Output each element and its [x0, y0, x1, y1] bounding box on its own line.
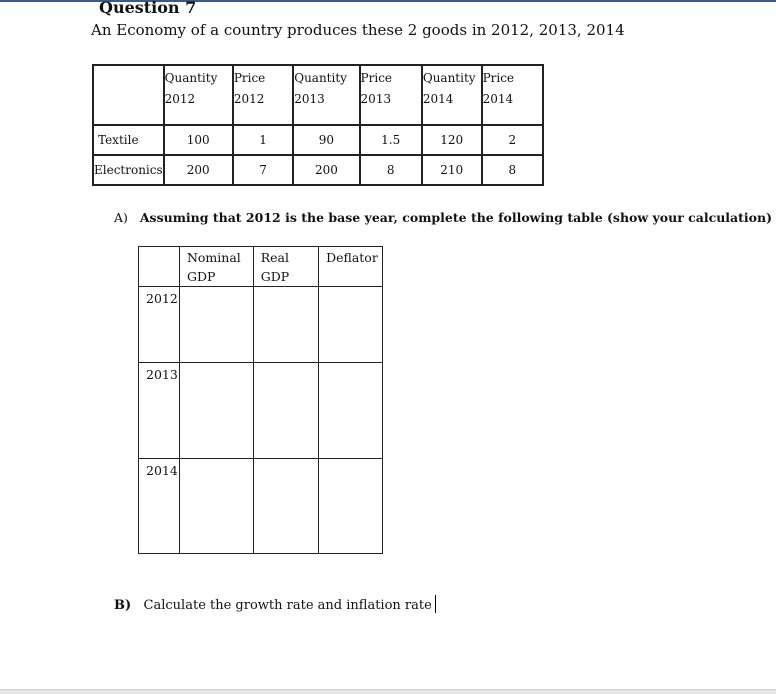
goods-header-cell: Price 2013 [360, 65, 422, 125]
table-cell: 90 [293, 125, 359, 155]
table-cell: 200 [164, 155, 233, 185]
table-cell: 7 [233, 155, 293, 185]
table-cell: 1 [233, 125, 293, 155]
part-a-instruction [114, 210, 772, 225]
table-cell: 1.5 [360, 125, 422, 155]
answer-cell[interactable] [319, 459, 383, 554]
gdp-corner-cell [139, 247, 180, 287]
goods-corner-cell [93, 65, 164, 125]
question-title: Question 7 [99, 0, 197, 17]
table-row [93, 155, 543, 185]
year-label: 2012 [139, 287, 180, 363]
goods-header-cell: Quantity 2012 [164, 65, 233, 125]
goods-table [92, 64, 544, 186]
goods-header-cell: Quantity 2014 [422, 65, 482, 125]
answer-cell[interactable] [179, 363, 253, 459]
answer-cell[interactable] [253, 459, 318, 554]
table-cell: 100 [164, 125, 233, 155]
row-label: Textile [93, 125, 164, 155]
gdp-year-row [139, 287, 383, 363]
table-cell: 8 [482, 155, 543, 185]
table-cell: 120 [422, 125, 482, 155]
part-b-text: Calculate the growth rate and inflation rate [143, 598, 432, 613]
goods-header-cell: Price 2014 [482, 65, 543, 125]
goods-header-cell: Quantity 2013 [293, 65, 359, 125]
answer-cell[interactable] [179, 287, 253, 363]
table-cell: 2 [482, 125, 543, 155]
gdp-year-row [139, 459, 383, 554]
gdp-header-cell: Real GDP [253, 247, 318, 287]
answer-cell[interactable] [253, 363, 318, 459]
table-cell: 210 [422, 155, 482, 185]
goods-header-row [93, 65, 543, 125]
goods-header-cell: Price 2012 [233, 65, 293, 125]
part-b-prefix: B) [114, 598, 132, 613]
gdp-header-cell: Deflator [319, 247, 383, 287]
answer-cell[interactable] [179, 459, 253, 554]
year-label: 2014 [139, 459, 180, 554]
gdp-year-row [139, 363, 383, 459]
answer-cell[interactable] [319, 363, 383, 459]
part-a-text: Assuming that 2012 is the base year, complete the following table (show your calculation) [139, 210, 773, 225]
gdp-header-row [139, 247, 383, 287]
gdp-table [138, 246, 383, 554]
part-b-instruction[interactable] [114, 595, 436, 613]
row-label: Electronics [93, 155, 164, 185]
bottom-border [0, 689, 776, 694]
table-cell: 200 [293, 155, 359, 185]
answer-cell[interactable] [253, 287, 318, 363]
table-cell: 8 [360, 155, 422, 185]
gdp-header-cell: Nominal GDP [179, 247, 253, 287]
part-a-prefix: A) [114, 210, 128, 225]
year-label: 2013 [139, 363, 180, 459]
table-row [93, 125, 543, 155]
question-intro: An Economy of a country produces these 2 goods in 2012, 2013, 2014 [91, 21, 625, 39]
answer-cell[interactable] [319, 287, 383, 363]
text-cursor [435, 595, 436, 613]
